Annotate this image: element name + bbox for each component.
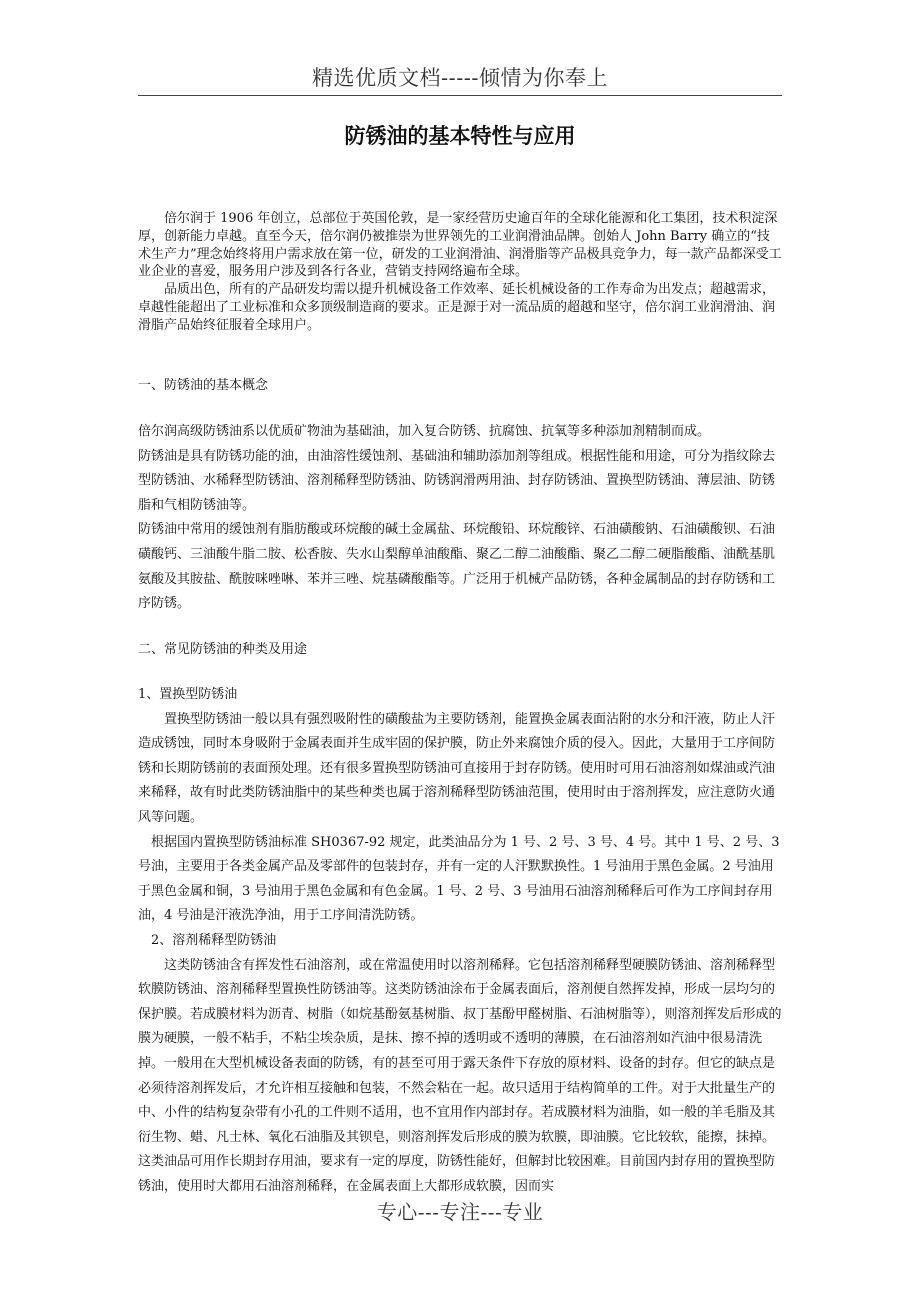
intro-paragraph: 品质出色，所有的产品研发均需以提升机械设备工作效率、延长机械设备的工作寿命为出发点；超越需求，卓越性能超出了工业标准和众多顶级制造商的要求。正是源于对一流品质的超越和坚守，倍尔润工业润滑油、润滑脂产品始终征服着全球用户。	[138, 282, 776, 333]
section-1-body	[138, 420, 782, 617]
intro-section	[138, 210, 782, 335]
body-paragraph: 置换型防锈油一般以具有强烈吸附性的磺酸盐为主要防锈剂，能置换金属表面沾附的水分和汗液，防止人汗造成锈蚀，同时本身吸附于金属表面并生成牢固的保护膜，防止外来腐蚀介质的侵入。因此，大量用于工序间防锈和长期防锈前的表面预处理。还有很多置换型防锈油可直接用于封存防锈。使用时可用石油溶剂如煤油或汽油来稀释，故有时此类防锈油脂中的某些种类也属于溶剂稀释型防锈油范围，使用时由于溶剂挥发，应注意防火通风等问题。	[138, 711, 776, 825]
section-heading: 一、防锈油的基本概念	[138, 378, 269, 393]
section-2-body	[138, 683, 782, 1199]
body-paragraph: 防锈油中常用的缓蚀剂有脂肪酸或环烷酸的碱土金属盐、环烷酸铅、环烷酸锌、石油磺酸钠、石油磺酸钡、石油磺酸钙、三油酸牛脂二胺、松香胺、失水山梨醇单油酸酯、聚乙二醇二油酸酯、聚乙二醇二硬脂酸酯、油酰基肌氨酸及其胺盐、酰胺咪唑啉、苯并三唑、烷基磷酸酯等。广泛用于机械产品防锈，各种金属制品的封存防锈和工序防锈。	[138, 522, 776, 612]
page-header: 精选优质文档-----倾情为你奉上	[312, 66, 608, 90]
body-paragraph: 倍尔润高级防锈油系以优质矿物油为基础油，加入复合防锈、抗腐蚀、抗氧等多种添加剂精制而成。	[138, 424, 711, 439]
body-paragraph: 防锈油是具有防锈功能的油，由油溶性缓蚀剂、基础油和辅助添加剂等组成。根据性能和用途，可分为指纹除去型防锈油、水稀释型防锈油、溶剂稀释型防锈油、防锈润滑两用油、封存防锈油、置换型防锈油、薄层油、防锈脂和气相防锈油等。	[138, 448, 776, 513]
body-paragraph: 根据国内置换型防锈油标准 SH0367-92 规定，此类油品分为 1 号、2 号、3 号、4 号。其中 1 号、2 号、3 号油，主要用于各类金属产品及零部件的包装封存，并有一定的人汗默默换性。1 号油用于黑色金属。2 号油用于黑色金属和铜，3 号油用于黑色金属和有色金属。1 号、2 号、3 号油用石油溶剂稀释后可作为工序间封存用油，4 号油是汗液洗净油，用于工序间清洗防锈。	[138, 834, 780, 924]
section-heading: 二、常见防锈油的种类及用途	[138, 642, 308, 657]
page-footer: 专心---专注---专业	[376, 1200, 544, 1224]
header-divider	[138, 95, 782, 96]
intro-paragraph: 倍尔润于 1906 年创立，总部位于英国伦敦，是一家经营历史逾百年的全球化能源和化工集团，技术积淀深厚，创新能力卓越。直至今天，倍尔润仍被推崇为世界领先的工业润滑油品牌。创始人 John Barry 确立的“技术生产力”理念始终将用户需求放在第一位，研发的工业润滑油、润滑脂等产品极具竞争力，每一款产品都深受工业企业的喜爱，服务用户涉及到各行各业，营销支持网络遍布全球。	[138, 211, 782, 280]
document-title: 防锈油的基本特性与应用	[344, 124, 576, 148]
subsection-heading: 2、溶剂稀释型防锈油	[151, 932, 277, 948]
subsection-heading: 1、置换型防锈油	[138, 687, 238, 702]
body-paragraph: 这类防锈油含有挥发性石油溶剂，或在常温使用时以溶剂稀释。它包括溶剂稀释型硬膜防锈油、溶剂稀释型软膜防锈油、溶剂稀释型置换性防锈油等。这类防锈油涂布于金属表面后，溶剂便自然挥发掉，形成一层均匀的保护膜。若成膜材料为沥青、树脂（如烷基酚氨基树脂、叔丁基酚甲醛树脂、石油树脂等），则溶剂挥发后形成的膜为硬膜，一般不粘手，不粘尘埃杂质，是抹、擦不掉的透明或不透明的薄膜，在石油溶剂如汽油中很易清洗掉。一般用在大型机械设备表面的防锈，有的甚至可用于露天条件下存放的原材料、设备的封存。但它的缺点是必须待溶剂挥发后，才允许相互接触和包装，不然会粘在一起。故只适用于结构简单的工件。对于大批量生产的中、小件的结构复杂带有小孔的工件则不适用，也不宜用作内部封存。若成膜材料为油脂，如一般的羊毛脂及其衍生物、蜡、凡士林、氧化石油脂及其钡皂，则溶剂挥发后形成的膜为软膜，即油膜。它比较软，能擦，抹掉。这类油品可用作长期封存用油，要求有一定的厚度，防锈性能好，但解封比较困难。目前国内封存用的置换型防锈油，使用时大都用石油溶剂稀释，在金属表面上大都形成软膜，因而实	[138, 957, 782, 1194]
